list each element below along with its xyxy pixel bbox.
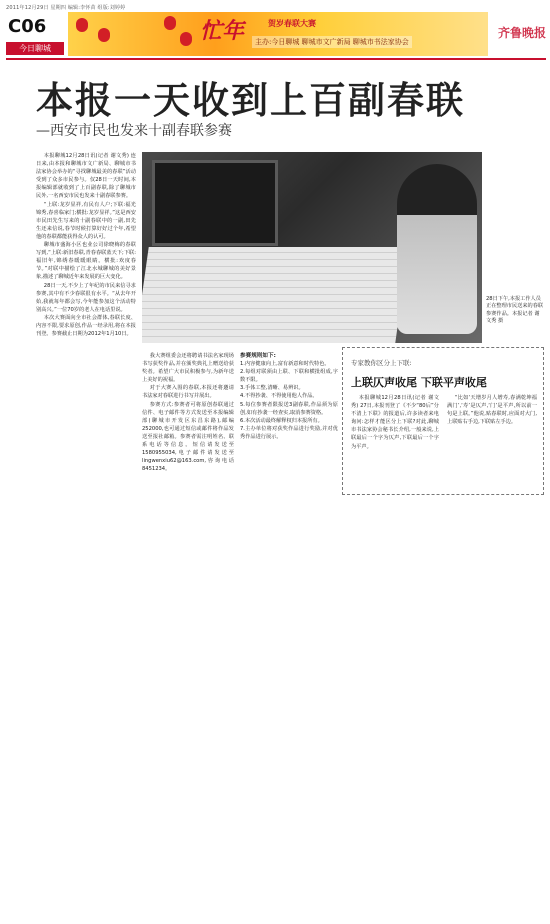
person-shape (397, 164, 477, 334)
papers-shape (142, 247, 409, 343)
rule-item: 7.主办单位将对获奖作品进行奖励,并对优秀作品进行展示。 (240, 425, 338, 440)
page-number: C06 (8, 16, 47, 37)
sidebar-kicker: 专家教你区分上下联: (351, 359, 412, 367)
article-column-2 (142, 352, 234, 490)
header-divider (6, 58, 546, 60)
sidebar-text-1 (351, 394, 439, 488)
article-column-1 (36, 152, 136, 488)
section-tag: 今日聊城 (6, 42, 64, 55)
photo-caption: 28日下午,本报工作人员正在整理市民送来的春联参赛作品。本报记者 谢文秀 摄 (486, 296, 544, 325)
rule-item: 4.不得抄袭、不得使用他人作品。 (240, 393, 318, 400)
banner-title: 忙年 (200, 18, 245, 44)
banner-subtitle: 贺岁春联大赛 (268, 19, 316, 28)
monitor-shape (152, 160, 278, 246)
rules-column (240, 352, 338, 490)
paragraph: 本报聊城12月28日讯(记者 谢文秀) 连日来,由本报和聊城市文广新局、聊城市书法家协会举办的“寻找聊城最美的春联”活动受到了众多市民参与。仅28日一天时间,本报编辑部就收到了上百副春联,除了聊城市民外,一名西安市民也发来十副春联参赛。 (36, 153, 136, 200)
rule-item: 3.手体工整,清晰、易辨识。 (240, 385, 304, 392)
newspaper-logo: 齐鲁晚报 (497, 26, 546, 40)
paragraph: 我大赛组委会还将聘请书法名家现场书写获奖作品,并在颁奖典礼上赠送给获奖者。希望广大市民积极参与,为新年送上美好的祝福。 (142, 353, 234, 384)
paragraph: “上联:龙岁显祥,有民有人户;下联:福光锦秀,春喜临家门;横批:龙岁显祥。”这是西安市民田先生写来的十副春联中的一副,田先生还来信说,春节时候打算好好过个年,希望他的春联都能获得众人的认可。 (36, 201, 136, 240)
paragraph: 28日一天,不少上了年纪的市民来信寻求参赛,其中有不少春联很有水平。“从去年开始,我就每年都会写,今年能参加这个活动特别高兴。”一位70岁的老人在电话里说。 (36, 282, 136, 313)
rules-title: 参赛规则如下: (240, 353, 276, 359)
sidebar-title: 上联仄声收尾 下联平声收尾 (351, 376, 487, 389)
paragraph: 参赛方式:参赛者可将原创春联通过信件、电子邮件等方式发送至本报编辑部(聊城市开发区东昌东路),邮编252000,也可通过短信或邮件将作品发送至报社邮箱。参赛者需注明姓名、联系电话等信息。短信请发送至1580955034,电子邮件请发送至lingwenxiu62@163.com,咨询电话8451234。 (142, 401, 234, 473)
page-meta: 2011年12月29日 星期四 编辑:李怀苗 组版:刘婷婷 (6, 5, 126, 11)
rule-item: 2.每组对联须由上联、下联和横批组成,字数不限。 (240, 369, 338, 384)
banner (68, 12, 488, 56)
news-photo (142, 152, 482, 343)
rule-item: 5.每位参赛者限报送3副春联,作品须为原创,如有抄袭一经查实,取消参赛资格。 (240, 401, 338, 416)
paragraph: 聊城市盛海小区也业公司徐晓梅的春联写到,“上联:新旧春联,青春春联蓝天下;下联:福旧年,锦绣春暖暖眼睛。横批:欢度春节。”对联中描绘了江北水城聊城的美好景象,描述了聊城近年来发展的巨大变化。 (36, 242, 136, 281)
paragraph: 本次大赛面向全市社会群体,春联长度、内容不限,要求原创,作品一经录用,将在本报刊登。参赛截止日期为2012年1月10日。 (36, 314, 136, 338)
subheadline: —西安市民也发来十副春联参赛 (36, 123, 232, 139)
headline: 本报一天收到上百副春联 (36, 79, 465, 122)
lantern-icon (180, 32, 192, 46)
sidebar-box (342, 347, 544, 495)
paragraph: 对于大赛入围的春联,本报还将邀请书法家对春联进行书写并展出。 (142, 385, 234, 400)
paragraph: “比如‘天增岁月人增寿,春满乾坤福满门’,‘寿’是仄声,‘门’是平声,所以前一句是上联。”他说,贴春联时,应面对大门,上联贴右手边,下联贴左手边。 (447, 395, 537, 426)
banner-organizers: 主办:今日聊城 聊城市文广新局 聊城市书法家协会 (252, 36, 412, 48)
lantern-icon (76, 18, 88, 32)
sidebar-text-2 (447, 394, 537, 488)
lantern-icon (98, 28, 110, 42)
lantern-icon (164, 16, 176, 30)
rule-item: 1.内容健康向上,富有新意和时代特色。 (240, 361, 330, 368)
rule-item: 6.本次活动最终解释权归本报所有。 (240, 417, 323, 424)
page-code-block (6, 12, 64, 56)
masthead (6, 12, 546, 56)
paragraph: 本报聊城12月28日讯(记者 谢文秀) 27日,本报刊登了《不少“80后”分不清上下联》的报道后,许多读者来电询问:怎样才能区分上下联?对此,聊城市书法家协会秘书长介绍,一般来说,上联最后一个字为仄声,下联最后一个字为平声。 (351, 395, 439, 450)
